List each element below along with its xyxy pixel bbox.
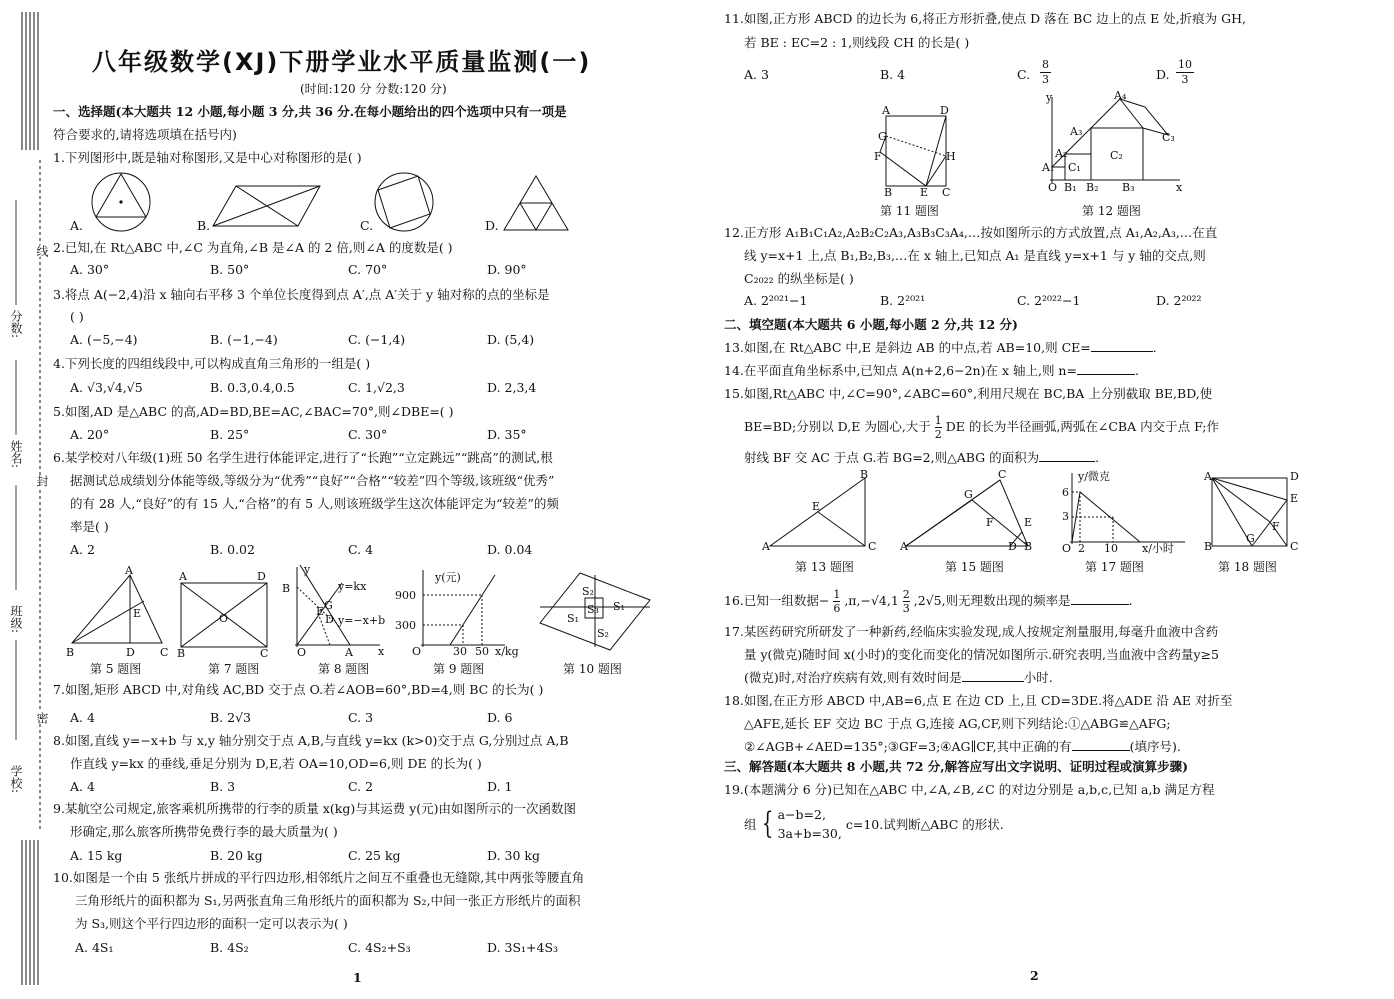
q15-text-3: 射线 BF 交 AC 于点 G.若 BG=2,则△ABG 的面积为 . xyxy=(744,450,1100,465)
q3-option-d: D. (5,4) xyxy=(487,332,535,347)
caption-figure-8: 第 8 题图 xyxy=(318,662,370,676)
q6-option-b: B. 0.02 xyxy=(210,542,255,557)
caption-figure-7: 第 7 题图 xyxy=(208,662,260,676)
q17-text-2: 量 y(微克)随时间 x(小时)的变化而变化的情况如图所示.研究表明,当血液中含药量y≥5 xyxy=(744,647,1220,662)
q18-text-2: △AFE,延长 EF 交边 BC 于点 G,连接 AG,CF,则下列结论:①△ABG≌△AFG; xyxy=(744,716,1171,731)
figure-17-tick-6: 6 xyxy=(1062,486,1069,499)
binding-mark-seal: 封 xyxy=(35,475,49,487)
q10-option-d: D. 3S₁+4S₃ xyxy=(487,940,559,955)
svg-text:C₁: C₁ xyxy=(1068,161,1081,174)
svg-text:B: B xyxy=(884,186,893,199)
q5-option-b: B. 25° xyxy=(210,427,250,442)
caption-figure-5: 第 5 题图 xyxy=(90,662,142,676)
q4-option-c: C. 1,√2,3 xyxy=(348,380,405,395)
q7-option-a: A. 4 xyxy=(70,710,95,725)
figure-8 xyxy=(280,565,390,660)
q10-option-c: C. 4S₂+S₃ xyxy=(348,940,411,955)
svg-text:A: A xyxy=(762,540,770,553)
svg-text:C₃: C₃ xyxy=(1162,131,1175,144)
figure-17-tick-10: 10 xyxy=(1104,542,1118,555)
q15-text-2: BE=BD;分别以 D,E 为圆心,大于 $\frac{1}{2}$ DE 的长为半径画弧,两弧在∠CBA 内交于点 F;作 xyxy=(744,414,1220,441)
q9-option-c: C. 25 kg xyxy=(348,848,401,863)
svg-text:A: A xyxy=(900,540,908,553)
page-title: 八年级数学(XJ)下册学业水平质量监测(一) xyxy=(92,48,592,76)
svg-text:A: A xyxy=(125,564,133,577)
q1-option-d: D. xyxy=(485,218,499,233)
q11-option-c: C. xyxy=(1017,67,1031,82)
q4-text: 4.下列长度的四组线段中,可以构成直角三角形的一组是( ) xyxy=(53,356,371,371)
q15-text: 15.如图,Rt△ABC 中,∠C=90°,∠ABC=60°,利用尺规在 BC,BA 上分别截取 BE,BD,使 xyxy=(724,386,1213,401)
q11-text-2: 若 BE : EC=2 : 1,则线段 CH 的长是( ) xyxy=(744,35,970,50)
svg-text:C: C xyxy=(868,540,877,553)
q3-option-c: C. (−1,4) xyxy=(348,332,406,347)
q12-option-b: B. 2²⁰²¹ xyxy=(880,293,926,308)
svg-text:B: B xyxy=(66,646,75,659)
caption-figure-17: 第 17 题图 xyxy=(1085,560,1144,574)
svg-text:C₂: C₂ xyxy=(1110,149,1123,162)
svg-text:F: F xyxy=(874,150,882,163)
q2-option-b: B. 50° xyxy=(210,262,250,277)
figure-17-xlabel: x/小时 xyxy=(1142,542,1174,555)
svg-text:A: A xyxy=(882,104,890,117)
svg-text:x: x xyxy=(1176,181,1183,194)
svg-text:D: D xyxy=(325,613,334,626)
q11-text: 11.如图,正方形 ABCD 的边长为 6,将正方形折叠,使点 D 落在 BC 边上的点 E 处,折痕为 GH, xyxy=(724,11,1246,26)
q7-text: 7.如图,矩形 ABCD 中,对角线 AC,BD 交于点 O.若∠AOB=60°,BD=4,则 BC 的长为( ) xyxy=(53,682,544,697)
q7-option-c: C. 3 xyxy=(348,710,374,725)
figure-9 xyxy=(395,565,519,660)
q13-text: 13.如图,在 Rt△ABC 中,E 是斜边 AB 的中点,若 AB=10,则 CE= . xyxy=(724,340,1157,355)
q11-option-b: B. 4 xyxy=(880,67,906,82)
figure-9-tick-900: 900 xyxy=(395,589,416,602)
q11-option-a: A. 3 xyxy=(744,67,769,82)
q9-text-2: 形确定,那么旅客所携带免费行李的最大质量为( ) xyxy=(70,824,338,839)
svg-text:A: A xyxy=(179,570,187,583)
figure-9-tick-300: 300 xyxy=(395,619,416,632)
svg-text:A: A xyxy=(1204,470,1212,483)
q3-text-2: ( ) xyxy=(70,309,84,324)
figure-17 xyxy=(1060,470,1200,555)
figure-8-line-kx: y=kx xyxy=(338,580,367,593)
q11-option-d: D. xyxy=(1156,67,1170,82)
q2-text: 2.已知,在 Rt△ABC 中,∠C 为直角,∠B 是∠A 的 2 倍,则∠A 的度数是( ) xyxy=(53,240,453,255)
svg-text:E: E xyxy=(1024,516,1033,529)
q12-option-d: D. 2²⁰²² xyxy=(1156,293,1202,308)
q9-option-d: D. 30 kg xyxy=(487,848,540,863)
q6-text-4: 率是( ) xyxy=(70,519,109,534)
figure-9-xlabel: x/kg xyxy=(495,645,519,658)
q19-equation-2: 3a+b=30, xyxy=(777,826,842,841)
page-number-left: 1 xyxy=(353,970,362,985)
q4-option-b: B. 0.3,0.4,0.5 xyxy=(210,380,295,395)
svg-text:D: D xyxy=(940,104,949,117)
figure-8-line-b: y=−x+b xyxy=(338,614,386,627)
svg-text:A₁: A₁ xyxy=(1042,161,1055,174)
q18-text: 18.如图,在正方形 ABCD 中,AB=6,点 E 在边 CD 上,且 CD=3DE.将△ADE 沿 AE 对折至 xyxy=(724,693,1233,708)
svg-text:A₄: A₄ xyxy=(1114,89,1127,102)
q4-option-a: A. √3,√4,√5 xyxy=(70,380,143,395)
name-label: 姓名: xyxy=(9,440,23,469)
svg-text:D: D xyxy=(1290,470,1299,483)
figure-9-origin: O xyxy=(412,645,422,658)
svg-text:B₁: B₁ xyxy=(1064,181,1077,194)
q11-option-c-numerator: 8 xyxy=(1042,58,1049,71)
q2-option-d: D. 90° xyxy=(487,262,527,277)
q17-text: 17.某医药研究所研发了一种新药,经临床实验发现,成人按规定剂量服用,每毫升血液中含药 xyxy=(724,624,1219,639)
svg-text:G: G xyxy=(878,130,887,143)
q16-text: 16.已知一组数据− $\frac{1}{6}$ ,π,−√4,1 $\frac{2}{3}$ ,2√5,则无理数出现的频率是 . xyxy=(724,588,1133,615)
q19-text: 19.(本题满分 6 分)已知在△ABC 中,∠A,∠B,∠C 的对边分别是 a,b,c,已知 a,b 满足方程 xyxy=(724,782,1215,797)
q8-text-2: 作直线 y=kx 的垂线,垂足分别为 D,E,若 OA=10,OD=6,则 DE 的长为( ) xyxy=(70,756,482,771)
section2-heading: 二、填空题(本大题共 6 小题,每小题 2 分,共 12 分) xyxy=(724,317,1018,332)
q1-option-c: C. xyxy=(360,218,374,233)
q1-figures xyxy=(0,170,700,240)
q6-text-2: 据测试总成绩划分体能等级,等级分为“优秀”“良好”“合格”“较差”四个等级,该班级“优秀” xyxy=(70,473,555,488)
svg-text:G: G xyxy=(324,599,333,612)
q10-option-a: A. 4S₁ xyxy=(75,940,114,955)
q6-option-c: C. 4 xyxy=(348,542,374,557)
q3-option-b: B. (−1,−4) xyxy=(210,332,278,347)
figure-10 xyxy=(535,565,655,660)
figure-17-origin: O xyxy=(1062,542,1072,555)
figure-18 xyxy=(1200,470,1310,555)
figure-11 xyxy=(870,104,960,200)
caption-figure-12: 第 12 题图 xyxy=(1082,204,1141,218)
svg-text:B₂: B₂ xyxy=(1086,181,1099,194)
q19-equation-1: a−b=2, xyxy=(777,807,826,822)
svg-text:E: E xyxy=(812,500,821,513)
q12-text-3: C₂₀₂₂ 的纵坐标是( ) xyxy=(744,271,854,286)
svg-text:D: D xyxy=(257,570,266,583)
q15-fraction-numerator: 1 xyxy=(934,414,942,427)
svg-text:C: C xyxy=(1290,540,1299,553)
q16-mixed-numerator: 2 xyxy=(902,588,910,601)
section1-heading: 一、选择题(本大题共 12 小题,每小题 3 分,共 36 分.在每小题给出的四个选项中只有一项是 xyxy=(53,104,567,119)
q4-option-d: D. 2,3,4 xyxy=(487,380,537,395)
q11-option-c-denominator: 3 xyxy=(1042,73,1049,86)
svg-text:y: y xyxy=(304,563,311,576)
q12-text: 12.正方形 A₁B₁C₁A₂,A₂B₂C₂A₃,A₃B₃C₃A₄,…按如图所示的方式放置,点 A₁,A₂,A₃,…在直 xyxy=(724,225,1218,240)
q15-fraction-denominator: 2 xyxy=(934,428,942,441)
svg-text:E: E xyxy=(316,605,325,618)
q12-text-2: 线 y=x+1 上,点 B₁,B₂,B₃,…在 x 轴上,已知点 A₁ 是直线 y=x+1 与 y 轴的交点,则 xyxy=(744,248,1206,263)
q5-option-a: A. 20° xyxy=(70,427,110,442)
q8-option-a: A. 4 xyxy=(70,779,95,794)
binding-mark-secret: 密 xyxy=(35,712,49,724)
q5-option-c: C. 30° xyxy=(348,427,388,442)
figure-13 xyxy=(760,470,885,555)
q9-text: 9.某航空公司规定,旅客乘机所携带的行李的质量 x(kg)与其运费 y(元)由如图所示的一次函数图 xyxy=(53,801,577,816)
q10-text: 10.如图是一个由 5 张纸片拼成的平行四边形,相邻纸片之间互不重叠也无缝隙,其中两张等腰直角 xyxy=(53,870,585,885)
figure-10-s2-top: S₂ xyxy=(582,585,594,598)
q19-text-3: c=10.试判断△ABC 的形状. xyxy=(845,817,1004,832)
q2-option-a: A. 30° xyxy=(70,262,110,277)
figure-17-tick-3: 3 xyxy=(1062,510,1069,523)
school-label: 学校: xyxy=(9,765,23,794)
svg-text:A₂: A₂ xyxy=(1055,147,1068,160)
binding-mark-line: 线 xyxy=(35,245,49,257)
svg-text:F: F xyxy=(986,516,994,529)
q8-option-d: D. 1 xyxy=(487,779,513,794)
q7-option-b: B. 2√3 xyxy=(210,710,252,725)
figure-17-ylabel: y/微克 xyxy=(1078,470,1110,483)
svg-text:O: O xyxy=(1048,181,1058,194)
q6-option-d: D. 0.04 xyxy=(487,542,533,557)
q2-option-c: C. 70° xyxy=(348,262,388,277)
figure-7 xyxy=(175,570,275,660)
q17-text-3: (微克)时,对治疗疾病有效,则有效时间是 小时. xyxy=(744,670,1053,685)
svg-text:B: B xyxy=(177,647,186,660)
q8-option-c: C. 2 xyxy=(348,779,374,794)
figure-17-tick-2: 2 xyxy=(1078,542,1085,555)
svg-text:C: C xyxy=(260,647,269,660)
svg-text:x: x xyxy=(378,645,385,658)
svg-text:B: B xyxy=(860,468,869,481)
svg-text:E: E xyxy=(133,607,142,620)
figure-10-s3: S₃ xyxy=(587,603,599,616)
svg-text:B: B xyxy=(1024,540,1033,553)
figure-9-tick-30: 30 xyxy=(453,645,467,658)
q6-text-3: 的有 28 人,“良好”的有 15 人,“合格”的有 5 人,则该班级学生这次体能评定为“较差”的频 xyxy=(70,496,559,511)
q10-text-2: 三角形纸片的面积都为 S₁,另两张直角三角形纸片的面积都为 S₂,中间一张正方形纸片的面积 xyxy=(75,893,581,908)
class-label: 班级: xyxy=(9,605,23,634)
caption-figure-9: 第 9 题图 xyxy=(433,662,485,676)
caption-figure-15: 第 15 题图 xyxy=(945,560,1004,574)
q16-fraction-numerator: 1 xyxy=(833,588,841,601)
q3-option-a: A. (−5,−4) xyxy=(70,332,138,347)
q8-option-b: B. 3 xyxy=(210,779,236,794)
q7-option-d: D. 6 xyxy=(487,710,513,725)
caption-figure-10: 第 10 题图 xyxy=(563,662,622,676)
binding-strip xyxy=(0,0,60,999)
svg-text:B₃: B₃ xyxy=(1122,181,1135,194)
svg-text:y: y xyxy=(1046,91,1053,104)
caption-figure-13: 第 13 题图 xyxy=(795,560,854,574)
q12-option-c: C. 2²⁰²²−1 xyxy=(1017,293,1081,308)
caption-figure-11: 第 11 题图 xyxy=(880,204,939,218)
q1-text: 1.下列图形中,既是轴对称图形,又是中心对称图形的是( ) xyxy=(53,150,362,165)
figure-9-ylabel: y(元) xyxy=(435,571,461,584)
section3-heading: 三、解答题(本大题共 8 小题,共 72 分,解答应写出文字说明、证明过程或演算步骤) xyxy=(724,759,1189,774)
svg-text:E: E xyxy=(920,186,929,199)
q12-option-a: A. 2²⁰²¹−1 xyxy=(744,293,808,308)
q16-mixed-denominator: 3 xyxy=(902,602,910,615)
q1-option-a: A. xyxy=(70,218,84,233)
q11-option-d-denominator: 3 xyxy=(1181,73,1189,86)
q9-option-a: A. 15 kg xyxy=(70,848,123,863)
q5-option-d: D. 35° xyxy=(487,427,527,442)
q6-option-a: A. 2 xyxy=(70,542,95,557)
svg-text:G: G xyxy=(1246,532,1255,545)
q14-text: 14.在平面直角坐标系中,已知点 A(n+2,6−2n)在 x 轴上,则 n= . xyxy=(724,363,1139,378)
figure-10-s1-right: S₁ xyxy=(613,600,625,613)
svg-text:O: O xyxy=(219,612,229,625)
q11-option-d-numerator: 10 xyxy=(1178,58,1192,71)
svg-text:G: G xyxy=(964,488,973,501)
svg-text:C: C xyxy=(942,186,951,199)
svg-text:F: F xyxy=(1272,520,1280,533)
q1-option-b: B. xyxy=(197,218,211,233)
q9-option-b: B. 20 kg xyxy=(210,848,263,863)
figure-5 xyxy=(60,565,180,660)
figure-12 xyxy=(1040,89,1190,195)
caption-figure-18: 第 18 题图 xyxy=(1218,560,1277,574)
q16-fraction-denominator: 6 xyxy=(833,602,841,615)
q18-text-3: ②∠AGB+∠AED=135°;③GF=3;④AG∥CF,其中正确的有 (填序号). xyxy=(744,739,1181,754)
svg-text:O: O xyxy=(297,646,307,659)
figure-10-s2-bottom: S₂ xyxy=(597,627,609,640)
svg-text:H: H xyxy=(946,150,956,163)
q10-text-3: 为 S₃,则这个平行四边形的面积一定可以表示为( ) xyxy=(75,916,348,931)
figure-10-s1-left: S₁ xyxy=(567,612,579,625)
q19-text-2: 组 xyxy=(744,817,757,832)
svg-text:D: D xyxy=(126,646,135,659)
svg-text:D: D xyxy=(1008,540,1017,553)
svg-text:A₃: A₃ xyxy=(1070,125,1083,138)
q6-text: 6.某学校对八年级(1)班 50 名学生进行体能评定,进行了“长跑”“立定跳远”“跳高”的测试,根 xyxy=(53,450,553,465)
svg-text:B: B xyxy=(282,582,291,595)
section1-heading-2: 符合要求的,请将选项填在括号内) xyxy=(53,127,237,142)
svg-text:B: B xyxy=(1204,540,1213,553)
q10-option-b: B. 4S₂ xyxy=(210,940,249,955)
svg-text:E: E xyxy=(1290,492,1299,505)
figure-15 xyxy=(900,470,1040,555)
page-subtitle: (时间:120 分 分数:120 分) xyxy=(300,82,447,96)
svg-text:A: A xyxy=(345,646,353,659)
svg-text:C: C xyxy=(998,468,1007,481)
svg-text:C: C xyxy=(160,646,169,659)
page-number-right: 2 xyxy=(1030,968,1039,983)
figure-9-tick-50: 50 xyxy=(475,645,489,658)
score-label: 分数: xyxy=(9,310,23,339)
q5-text: 5.如图,AD 是△ABC 的高,AD=BD,BE=AC,∠BAC=70°,则∠DBE=( ) xyxy=(53,404,454,419)
q3-text: 3.将点 A(−2,4)沿 x 轴向右平移 3 个单位长度得到点 A′,点 A′关于 y 轴对称的点的坐标是 xyxy=(53,287,550,302)
q8-text: 8.如图,直线 y=−x+b 与 x,y 轴分别交于点 A,B,与直线 y=kx (k>0)交于点 G,分别过点 A,B xyxy=(53,733,569,748)
